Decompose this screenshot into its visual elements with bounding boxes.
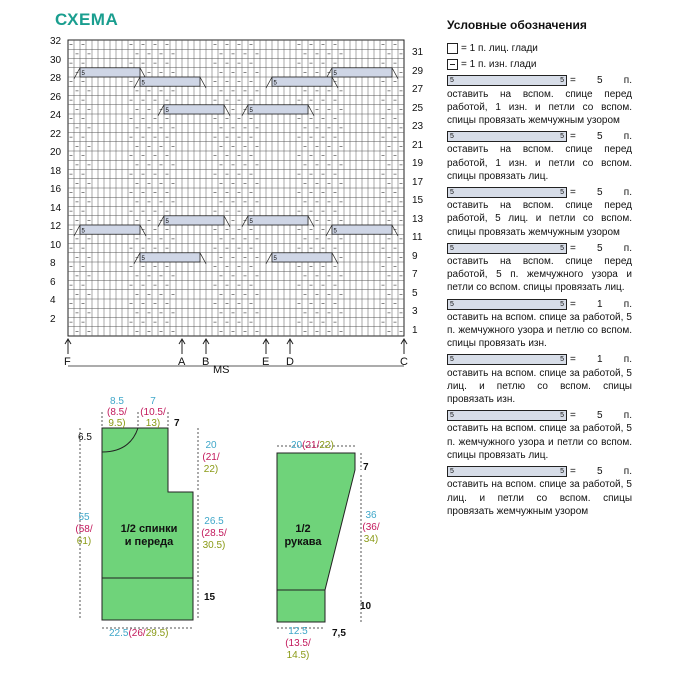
cable-count: 5	[141, 80, 145, 87]
legend-text: = 5 п. оставить на вспом. спице перед работой, 5 лиц. и петли со вспом. спицы провязать жемчужным узором	[447, 187, 632, 238]
row-number-left: 30	[50, 54, 62, 66]
row-number-left: 18	[50, 165, 62, 177]
legend-heading: Условные обозначения	[447, 18, 587, 32]
cable-band	[164, 105, 224, 114]
chart-marker: C	[400, 356, 408, 368]
cable-band	[140, 77, 200, 86]
sleeve-bottom-measure: 12.5 (13.5/ 14.5)	[285, 626, 311, 661]
body-bottom-measure: 22.5(26/29.5)	[109, 628, 169, 639]
legend-symbol-icon: 5 5	[447, 75, 567, 86]
cable-count: 5	[249, 108, 253, 114]
row-number-right: 25	[412, 102, 424, 114]
cable-band	[272, 253, 332, 262]
body-left-side-measure: 55 (58/ 61)	[75, 512, 93, 547]
row-number-right: 23	[412, 121, 424, 133]
legend-item-c5f	[447, 465, 632, 518]
legend-item-c5b	[447, 130, 632, 183]
row-number-left: 10	[50, 239, 62, 251]
row-number-right: 15	[412, 195, 424, 207]
row-number-right: 5	[412, 287, 418, 299]
chart-marker: E	[262, 356, 270, 368]
legend-text: = 1 п. изн. глади	[461, 59, 537, 71]
body-top-right-measure: 7	[174, 418, 180, 429]
cable-band	[332, 225, 392, 234]
body-top-mid-measure: 7 (10.5/ 13)	[140, 396, 166, 429]
legend-symbol-icon	[447, 43, 458, 54]
row-number-right: 21	[412, 139, 424, 151]
legend-item-knit	[447, 42, 632, 55]
row-number-left: 24	[50, 110, 62, 121]
sleeve-top-measure: 20(21/22)	[291, 440, 334, 451]
cable-count: 5	[249, 219, 253, 225]
row-number-left: 14	[50, 202, 62, 214]
row-number-right: 9	[412, 250, 418, 262]
row-number-left: 32	[50, 36, 62, 47]
row-number-left: 2	[50, 313, 56, 325]
cable-count: 5	[165, 219, 169, 225]
body-neck-depth: 6.5	[78, 432, 92, 443]
chart-marker: D	[286, 356, 294, 368]
row-number-right: 3	[412, 306, 418, 318]
cable-count: 5	[273, 256, 277, 262]
legend-text: = 1 п. лиц. глади	[461, 43, 538, 54]
chart-marker: F	[64, 356, 71, 368]
row-number-right: 19	[412, 158, 424, 170]
legend-text: = 5 п. оставить на вспом. спице за работой, 5 лиц. и петли со вспом. спицы провязать жемчужным узором	[447, 466, 632, 517]
cable-band	[80, 68, 140, 77]
legend-item-c5e	[447, 409, 632, 462]
legend-text: = 1 п. оставить на вспом. спице за работой, 5 лиц. и петлю со вспом. спицы провязать изн.	[447, 354, 632, 406]
legend-symbol-icon	[447, 59, 458, 70]
chart-marker: B	[202, 356, 210, 368]
cable-band	[272, 77, 332, 86]
row-number-right: 7	[412, 269, 418, 281]
row-number-left: 28	[50, 73, 62, 84]
legend-text: = 1 п. оставить на вспом. спице за работой, 5 п. жемчужного узора и петлю со вспом. спицы провязать изн.	[447, 298, 632, 350]
page-title: СХЕМА	[55, 10, 119, 29]
cable-count: 5	[141, 256, 145, 262]
legend	[447, 42, 632, 521]
cable-band	[248, 216, 308, 225]
body-right-mid-measure: 26.5 (28.5/ 30.5)	[201, 516, 227, 551]
cable-band	[248, 105, 308, 114]
cable-band	[140, 253, 200, 262]
body-top-left-measure: 8.5 (8.5/ 9.5)	[106, 396, 127, 429]
legend-symbol-icon: 5 5	[447, 410, 567, 421]
knitting-chart	[0, 0, 430, 380]
legend-item-purl	[447, 58, 632, 71]
legend-text: = 5 п. оставить на вспом. спице перед работой, 5 п. жемчужного узора и петли со вспом. спицы провязать лиц.	[447, 242, 632, 294]
row-number-right: 1	[412, 324, 418, 336]
sleeve-bottom-extra: 7,5	[332, 628, 346, 639]
row-number-left: 8	[50, 258, 56, 269]
sleeve-side-measure: 36 (36/ 34)	[362, 510, 380, 545]
row-number-right: 17	[412, 176, 424, 188]
legend-item-c1b	[447, 353, 632, 406]
legend-symbol-icon: 5 5	[447, 187, 567, 198]
row-number-left: 4	[50, 295, 56, 306]
legend-symbol-icon: 5 5	[447, 131, 567, 142]
row-number-left: 12	[50, 221, 62, 232]
legend-symbol-icon: 5 5	[447, 299, 567, 310]
legend-symbol-icon: 5 5	[447, 466, 567, 477]
row-number-right: 31	[412, 47, 424, 59]
cable-count: 5	[165, 108, 169, 114]
cable-band	[164, 216, 224, 225]
row-number-left: 6	[50, 276, 56, 288]
legend-item-c5c	[447, 186, 632, 239]
sleeve-rib-measure: 10	[360, 601, 372, 612]
cable-band	[332, 68, 392, 77]
cable-count: 5	[273, 80, 277, 87]
sleeve-top-right-measure: 7	[363, 462, 369, 473]
row-number-left: 16	[50, 184, 62, 195]
repeat-label: MS	[213, 364, 230, 376]
legend-text: = 5 п. оставить на вспом. спице перед работой, 1 изн. и петли со вспом. спицы провязать лиц.	[447, 131, 632, 182]
row-number-left: 22	[50, 128, 62, 140]
row-number-right: 11	[412, 232, 423, 244]
legend-item-c1a	[447, 298, 632, 351]
legend-item-c5a	[447, 74, 632, 127]
cable-count: 5	[333, 228, 337, 235]
row-number-right: 29	[412, 65, 424, 77]
legend-item-c5d	[447, 242, 632, 295]
legend-text: = 5 п. оставить на вспом. спице перед работой, 1 изн. и петли со вспом. спицы провязать жемчужным узором	[447, 75, 632, 127]
row-number-right: 27	[412, 84, 424, 96]
cable-band	[80, 225, 140, 234]
body-rib-measure: 15	[204, 592, 216, 603]
legend-text: = 5 п. оставить на вспом. спице за работой, 5 п. жемчужного узора и петли со вспом. спицы провязать лиц.	[447, 410, 632, 461]
chart-marker: A	[178, 356, 186, 368]
legend-symbol-icon: 5 5	[447, 243, 567, 254]
cable-count: 5	[81, 228, 85, 235]
sleeve-piece-label: 1/2 рукава	[284, 523, 322, 548]
row-number-right: 13	[412, 213, 424, 225]
body-right-upper-measure: 20 (21/ 22)	[202, 440, 220, 475]
cable-count: 5	[333, 71, 337, 77]
legend-symbol-icon: 5 5	[447, 354, 567, 365]
body-piece-label: 1/2 спинки и переда	[120, 523, 178, 548]
row-number-left: 20	[50, 147, 62, 158]
chart-grid	[0, 0, 430, 380]
cable-count: 5	[81, 71, 85, 77]
row-number-left: 26	[50, 91, 62, 103]
